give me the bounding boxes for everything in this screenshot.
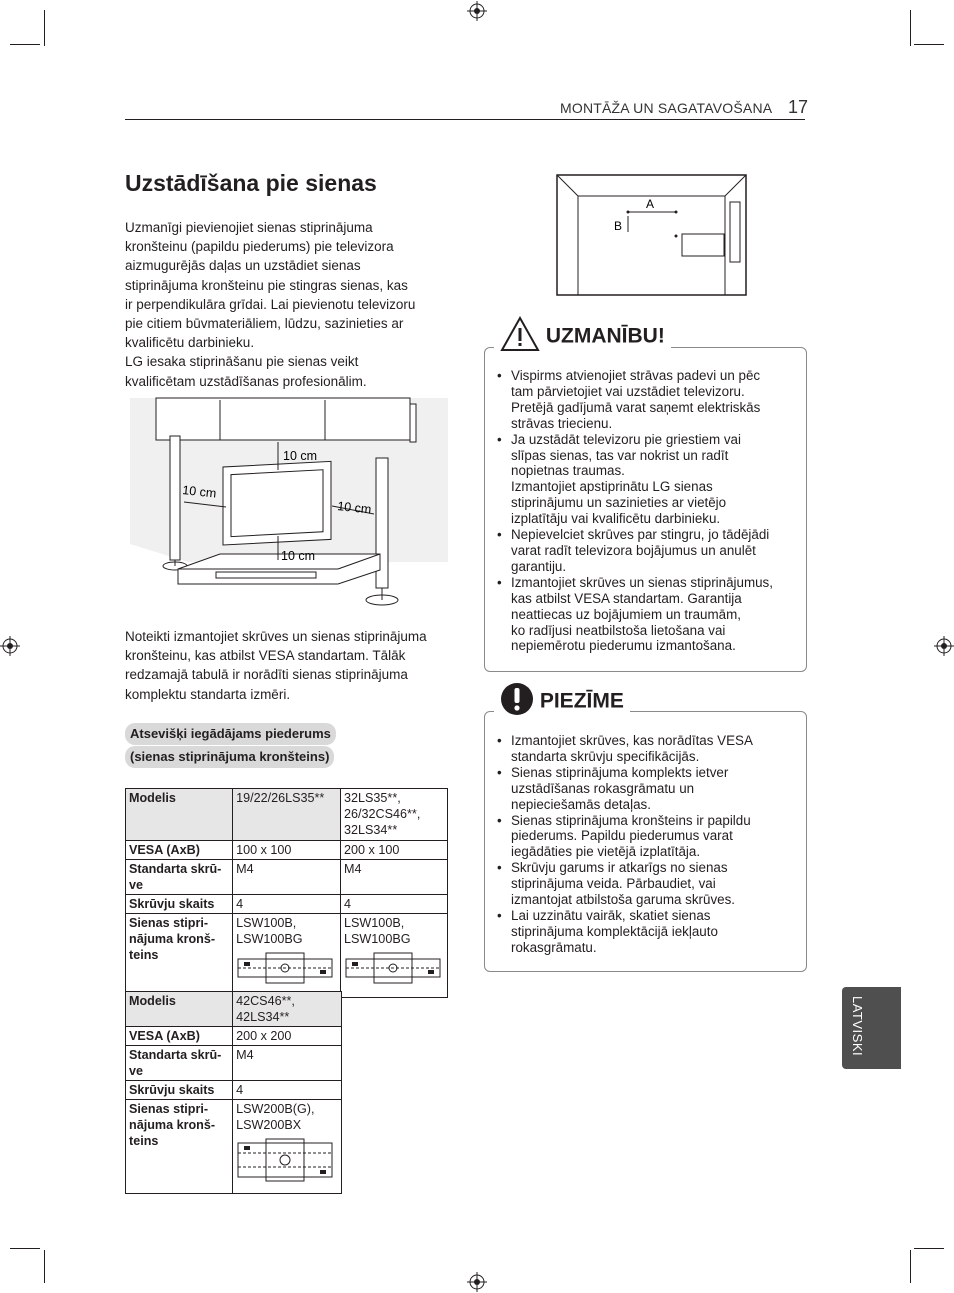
crop-mark	[10, 44, 40, 45]
list-item: • Lai uzzinātu vairāk, skatiet sienas stiprinājuma komplektācijā iekļauto rokasgrāmatu.	[485, 908, 803, 956]
page-title: Uzstādīšana pie sienas	[125, 170, 377, 196]
header-rule	[125, 119, 805, 120]
accessory-label: Atsevišķi iegādājams piederums	[125, 723, 336, 745]
warning-triangle-icon	[500, 316, 540, 352]
wall-bracket-icon	[344, 951, 442, 985]
clearance-right-label: 10 cm	[336, 499, 373, 517]
list-item: • Izmantojiet skrūves un sienas stiprinājumus, kas atbilst VESA standartam. Garantija neattiecas uz bojājumiem un traumām, ko radījusi neatbilstoša lietošana vai nepiemērotu piederumu izmantošana.	[485, 575, 803, 655]
crop-mark	[910, 10, 911, 46]
page-number: 17	[788, 97, 809, 117]
table-row: VESA (AxB) 200 x 200	[126, 1027, 342, 1046]
table-row: Skrūvju skaits 4	[126, 1081, 342, 1100]
tv-clearance-illustration	[128, 394, 450, 610]
crop-mark	[914, 44, 944, 45]
dimension-a-label: A	[646, 197, 655, 211]
list-item: • Skrūvju garums ir atkarīgs no sienas stiprinājuma veida. Pārbaudiet, vai izmantojat atbilstoša garuma skrūves.	[485, 860, 803, 908]
language-tab-label: LATVISKI	[850, 996, 865, 1057]
note-title: PIEZĪME	[539, 689, 624, 713]
wall-mount-diagram	[556, 174, 748, 297]
wall-bracket-icon	[236, 1137, 334, 1183]
crop-mark	[914, 1248, 944, 1249]
vesa-paragraph: Noteikti izmantojiet skrūves un sienas stiprinājuma kronšteinu, kas atbilst VESA standartam. Tālāk redzamajā tabulā ir norādīti sienas stiprinājuma komplektu standarta izmēri.	[125, 629, 427, 702]
caution-header	[494, 322, 671, 362]
table-row: Skrūvju skaits 4 4	[126, 895, 448, 914]
table-row: Modelis 42CS46**, 42LS34**	[126, 992, 342, 1027]
list-item: • Sienas stiprinājuma kronšteins ir papildu piederums. Papildu piederumus varat iegādāties pie vietējā izplatītāja.	[485, 813, 803, 861]
registration-mark-icon	[934, 636, 954, 656]
clearance-bottom-label: 10 cm	[281, 549, 316, 563]
table-row: Standarta skrū- ve M4	[126, 1046, 342, 1081]
table-row: Sienas stipri- nājuma kronš- teins LSW100B, LSW100BG LSW100B, LSW100BG	[126, 914, 448, 998]
clearance-left-label: 10 cm	[181, 483, 218, 501]
crop-mark	[44, 10, 45, 46]
list-item: • Vispirms atvienojiet strāvas padevi un pēc tam pārvietojiet vai uzstādiet televizoru. Pretējā gadījumā varat saņemt elektriskās strāvas triecienu.	[485, 368, 803, 432]
registration-mark-icon	[467, 1, 487, 21]
list-item: • Sienas stiprinājuma komplekts ietver uzstādīšanas rokasgrāmatu un nepieciešamās detaļas.	[485, 765, 803, 813]
registration-mark-icon	[0, 636, 20, 656]
accessory-label-sub: (sienas stiprinājuma kronšteins)	[125, 746, 334, 768]
exclamation-icon	[500, 682, 534, 716]
crop-mark	[10, 1248, 40, 1249]
list-item: • Izmantojiet skrūves, kas norādītas VESA standarta skrūvju specifikācijās.	[485, 733, 803, 765]
vesa-table-1	[125, 788, 448, 998]
clearance-top-label: 10 cm	[283, 449, 318, 463]
table-row: Standarta skrū- ve M4 M4	[126, 860, 448, 895]
caution-list	[485, 368, 803, 654]
note-header	[494, 688, 630, 724]
intro-paragraph: Uzmanīgi pievienojiet sienas stiprinājuma kronšteinu (papildu piederums) pie televizora aizmugurējās daļas un uzstādiet sienas stiprinājuma kronšteinu pie stingras sienas, kas ir perpendikulāra grīdai. Lai pievienotu televizoru pie citiem būvmateriāliem, lūdzu, sazinieties ar kvalificētu darbinieku. LG iesaka stiprināšanu pie sienas veikt kvalificētam uzstādīšanas profesionālim.	[125, 220, 416, 389]
running-header: MONTĀŽA UN SAGATAVOŠANA	[560, 100, 773, 116]
language-tab	[842, 987, 901, 1069]
table-row: Modelis 19/22/26LS35** 32LS35**, 26/32CS46**, 32LS34**	[126, 789, 448, 841]
crop-mark	[44, 1250, 45, 1283]
crop-mark	[910, 1250, 911, 1283]
list-item: • Nepievelciet skrūves par stingru, jo tādējādi varat radīt televizora bojājumus un anulēt garantiju.	[485, 527, 803, 575]
note-list	[485, 733, 803, 956]
note-box	[484, 711, 807, 972]
wall-bracket-icon	[236, 951, 334, 985]
list-item: • Ja uzstādāt televizoru pie griestiem vai slīpas sienas, tas var nokrist un radīt nopietnas traumas. Izmantojiet apstiprinātu LG sienas stiprinājumu un sazinieties ar vietējo izplatītāju vai kvalificētu darbinieku.	[485, 432, 803, 527]
table-row: VESA (AxB) 100 x 100 200 x 100	[126, 841, 448, 860]
caution-box	[484, 347, 807, 672]
table-row: Sienas stipri- nājuma kronš- teins LSW200B(G), LSW200BX	[126, 1100, 342, 1194]
registration-mark-icon	[467, 1272, 487, 1292]
dimension-b-label: B	[614, 219, 623, 233]
caution-title: UZMANĪBU!	[545, 324, 665, 348]
vesa-table-2	[125, 991, 342, 1194]
